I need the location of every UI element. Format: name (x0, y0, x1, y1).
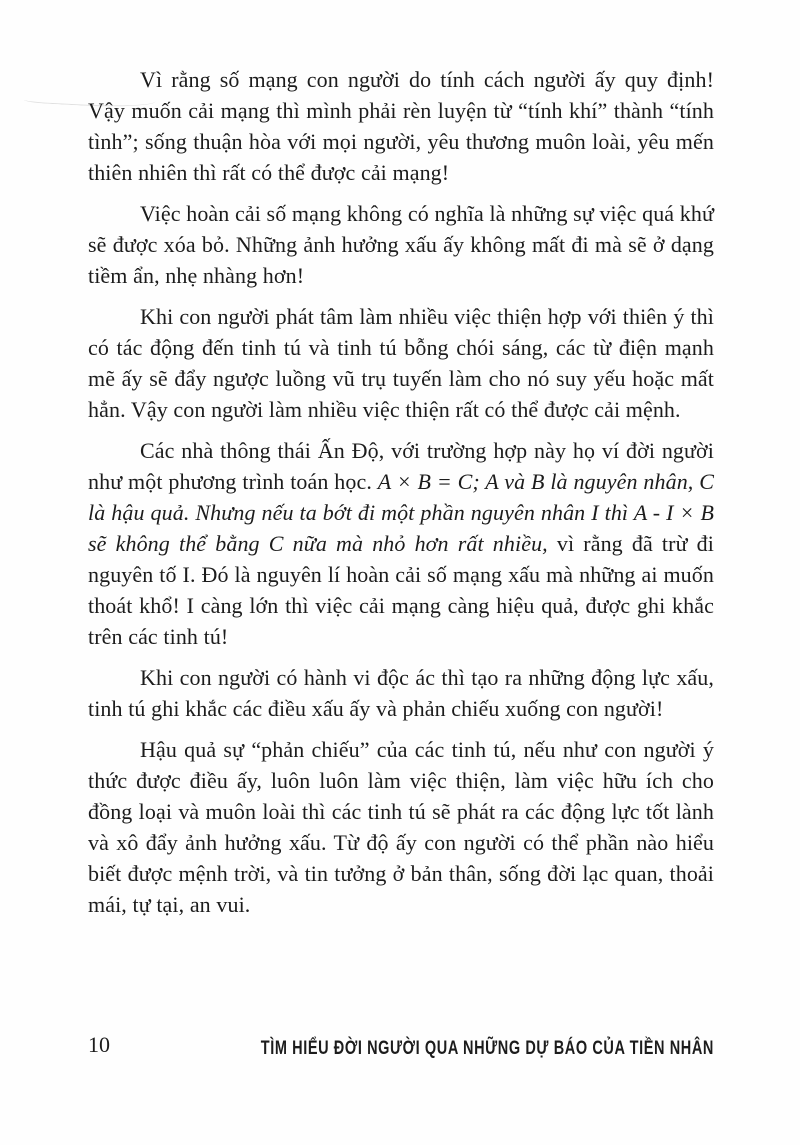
text-segment: Khi con người có hành vi độc ác thì tạo ra những động lực xấu, tinh tú ghi khắc các điều xấu ấy và phản chiếu xuống con người! (88, 665, 714, 721)
text-segment: Việc hoàn cải số mạng không có nghĩa là những sự việc quá khứ sẽ được xóa bỏ. Những ảnh hưởng xấu ấy không mất đi mà sẽ ở dạng tiềm ẩn, nhẹ nhàng hơn! (88, 201, 714, 288)
paragraph (88, 64, 714, 188)
italic-text-segment: A × B = C; A và B là nguyên nhân, C là hậu quả. Nhưng nếu ta bớt đi một phần nguyên nhân I thì A - I × B sẽ không thể bằng C nữa mà nhỏ hơn rất nhiều, (88, 469, 714, 556)
page-footer (88, 1032, 714, 1058)
paragraph (88, 734, 714, 920)
running-title: TÌM HIỂU ĐỜI NGƯỜI QUA NHỮNG DỰ BÁO CỦA TIỀN NHÂN (260, 1037, 714, 1060)
text-segment: Các nhà thông thái Ấn Độ, với trường hợp này họ ví đời người như một phương trình toán học. (88, 438, 714, 494)
text-segment: vì rằng đã trừ đi nguyên tố I. Đó là nguyên lí hoàn cải số mạng xấu mà những ai muốn thoát khổ! I càng lớn thì việc cải mạng càng hiệu quả, được ghi khắc trên các tinh tú! (88, 531, 714, 649)
text-segment: Vì rằng số mạng con người do tính cách người ấy quy định! Vậy muốn cải mạng thì mình phải rèn luyện từ “tính khí” thành “tính tình”; sống thuận hòa với mọi người, yêu thương muôn loài, yêu mến thiên nhiên thì rất có thể được cải mạng! (88, 67, 714, 185)
paragraph (88, 435, 714, 652)
paragraph (88, 662, 714, 724)
text-segment: Khi con người phát tâm làm nhiều việc thiện hợp với thiên ý thì có tác động đến tinh tú và tinh tú bỗng chói sáng, các từ điện mạnh mẽ ấy sẽ đẩy ngược luồng vũ trụ tuyến làm cho nó suy yếu hoặc mất hẳn. Vậy con người làm nhiều việc thiện rất có thể được cải mệnh. (88, 304, 714, 422)
paragraph (88, 301, 714, 425)
text-segment: Hậu quả sự “phản chiếu” của các tinh tú, nếu như con người ý thức được điều ấy, luôn luôn làm việc thiện, làm việc hữu ích cho đồng loại và muôn loài thì các tinh tú sẽ phát ra các động lực tốt lành và xô đẩy ảnh hưởng xấu. Từ độ ấy con người có thể phần nào hiểu biết được mệnh trời, và tin tưởng ở bản thân, sống đời lạc quan, thoải mái, tự tại, an vui. (88, 737, 714, 917)
text-block (88, 64, 714, 930)
paragraph (88, 198, 714, 291)
page-number: 10 (88, 1032, 110, 1057)
